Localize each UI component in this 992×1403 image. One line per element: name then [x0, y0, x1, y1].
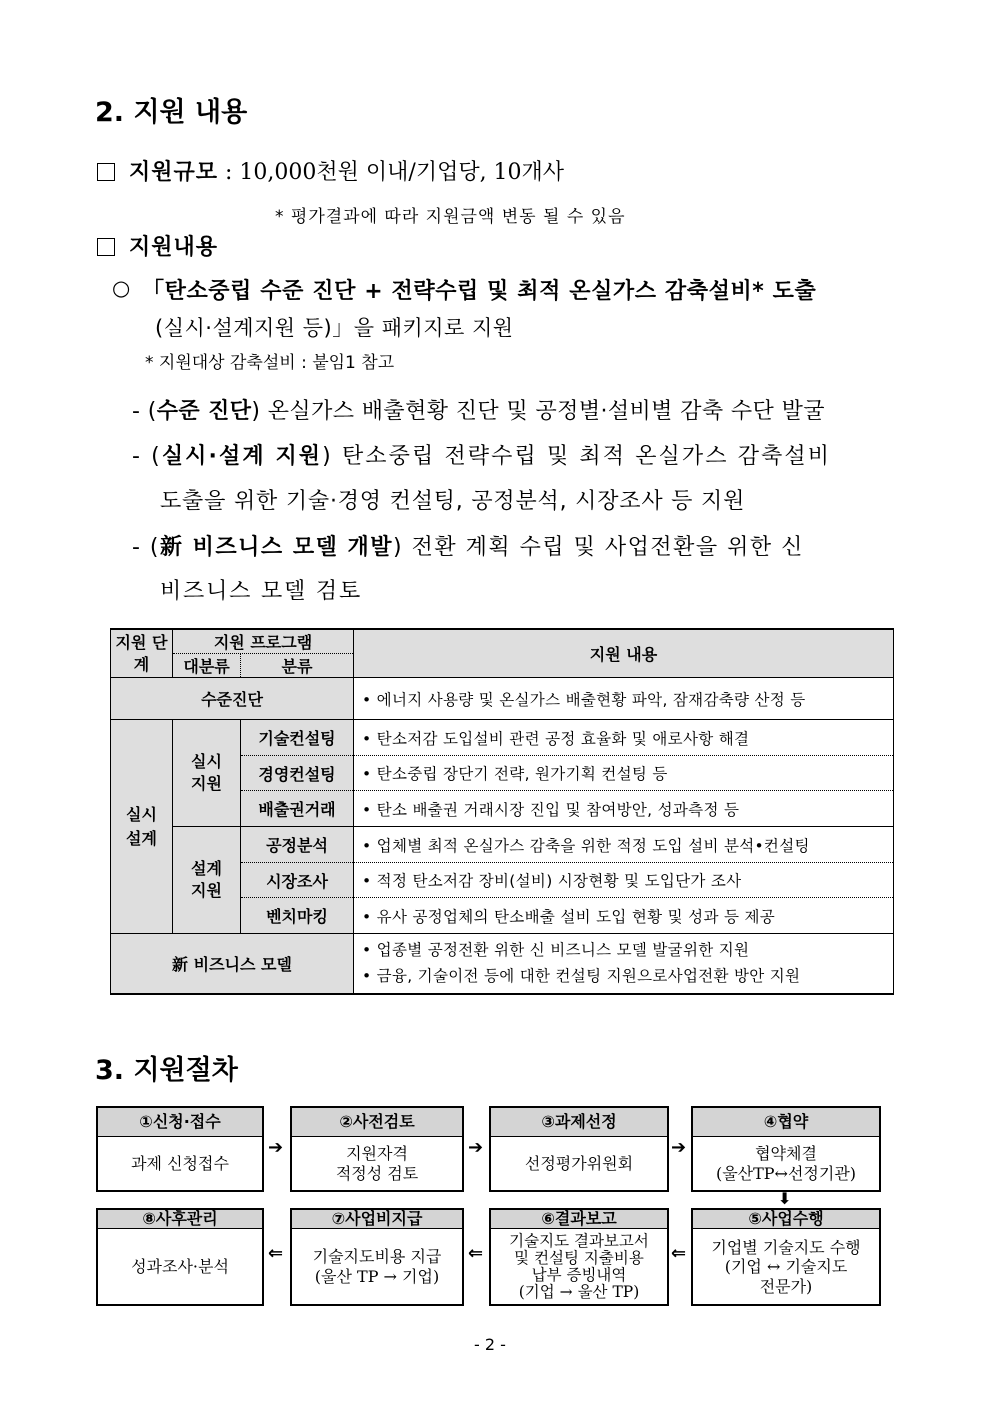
- step-6-box: [489, 1208, 669, 1306]
- arrow-left-icon: ⇐: [468, 1243, 484, 1264]
- row-content-diagnosis: • 에너지 사용량 및 온실가스 배출현황 파악, 잠재감축량 산정 등: [354, 678, 894, 720]
- support-scale-line: [97, 155, 564, 186]
- step-body: 기술지도 결과보고서 및 컨설팅 지출비용 납부 증빙내역 (기업 → 울산 TP): [509, 1231, 649, 1302]
- item-implementation-line2: 도출을 위한 기술·경영 컨설팅, 공정분석, 시장조사 등 지원: [160, 489, 746, 514]
- step-2-box: [290, 1106, 464, 1192]
- support-scale-label: 지원규모: [129, 160, 219, 185]
- step-title: ⑦사업비지급: [292, 1210, 462, 1229]
- table-row: [111, 827, 894, 863]
- step-body: 선정평가위원회: [524, 1154, 634, 1173]
- row-content: • 탄소 배출권 거래시장 진입 및 참여방안, 성과측정 등: [354, 791, 894, 827]
- support-scale-value: : 10,000천원 이내/기업당, 10개사: [225, 160, 565, 185]
- table-row: [111, 934, 894, 994]
- arrow-down-icon: ⬇: [778, 1189, 792, 1208]
- header-major: 대분류: [173, 654, 241, 678]
- bullet-main-text: 「탄소중립 수준 진단 + 전략수립 및 최적 온실가스 감축설비* 도출: [142, 279, 817, 304]
- step-1-box: [96, 1106, 264, 1192]
- row-name: 시장조사: [241, 863, 354, 898]
- step-5-box: [691, 1208, 881, 1306]
- item-diagnosis: - (수준 진단) 온실가스 배출현황 진단 및 공정별·설비별 감축 수단 발굴: [132, 399, 825, 424]
- header-content: 지원 내용: [354, 629, 894, 678]
- support-content-line: [97, 230, 218, 261]
- row-name: 경영컨설팅: [241, 756, 354, 791]
- step-3-box: [489, 1106, 669, 1192]
- step-body: 기업별 기술지도 수행 (기업 ↔ 기술지도 전문가): [711, 1238, 861, 1296]
- step-title: ⑤사업수행: [693, 1210, 879, 1229]
- checkbox-square-icon: [97, 238, 115, 256]
- support-content-label: 지원내용: [129, 235, 219, 260]
- step-body: 성과조사·분석: [131, 1257, 229, 1276]
- row-content-business-model: • 업종별 공정전환 위한 신 비즈니스 모델 발굴위한 지원 • 금융, 기술이전 등에 대한 컨설팅 지원으로사업전환 방안 지원: [354, 934, 894, 994]
- row-content: • 탄소중립 장단기 전략, 원가기획 컨설팅 등: [354, 756, 894, 791]
- arrow-right-icon: ➔: [468, 1137, 484, 1158]
- item-implementation: - (실시·설계 지원) 탄소중립 전략수립 및 최적 온실가스 감축설비: [132, 444, 832, 469]
- table-row: [111, 720, 894, 756]
- sub-label-design: 설계 지원: [173, 827, 241, 934]
- section-3-heading: 3. 지원절차: [95, 1055, 238, 1086]
- step-body: 과제 신청접수: [131, 1154, 229, 1173]
- step-body: 기술지도비용 지급 (울산 TP → 기업): [312, 1247, 442, 1286]
- header-minor: 분류: [241, 654, 354, 678]
- item-business-model: - (新 비즈니스 모델 개발) 전환 계획 수립 및 사업전환을 위한 신: [132, 535, 804, 560]
- table-header-row: [111, 629, 894, 654]
- arrow-right-icon: ➔: [268, 1137, 284, 1158]
- arrow-left-icon: ⇐: [268, 1243, 284, 1264]
- row-content: • 탄소저감 도입설비 관련 공정 효율화 및 애로사항 해결: [354, 720, 894, 756]
- support-scale-note: * 평가결과에 따라 지원금액 변동 될 수 있음: [275, 207, 626, 227]
- row-name: 공정분석: [241, 827, 354, 863]
- step-title: ③과제선정: [491, 1108, 667, 1137]
- step-title: ②사전검토: [292, 1108, 462, 1137]
- row-name: 기술컨설팅: [241, 720, 354, 756]
- sub-label-implementation: 실시 지원: [173, 720, 241, 827]
- row-name: 배출권거래: [241, 791, 354, 827]
- step-title: ①신청·접수: [98, 1108, 262, 1137]
- arrow-left-icon: ⇐: [671, 1243, 687, 1264]
- step-8-box: [96, 1208, 264, 1306]
- header-program: 지원 프로그램: [173, 629, 354, 654]
- page-number: - 2 -: [474, 1335, 506, 1354]
- checkbox-square-icon: [97, 163, 115, 181]
- bullet-note: * 지원대상 감축설비 : 붙임1 참고: [145, 353, 395, 373]
- step-body: 협약체결 (울산TP↔선정기관): [715, 1144, 857, 1183]
- arrow-right-icon: ➔: [671, 1137, 687, 1158]
- group-label-implementation-design: 실시 설계: [111, 720, 173, 934]
- circle-bullet-icon: ○: [112, 276, 131, 300]
- header-stage: 지원 단계: [111, 629, 173, 678]
- bullet-continuation: (실시·설계지원 등)」을 패키지로 지원: [155, 316, 514, 340]
- step-title: ④협약: [693, 1108, 879, 1137]
- section-2-heading: 2. 지원 내용: [95, 97, 248, 128]
- step-body: 지원자격 적정성 검토: [335, 1144, 419, 1183]
- item-business-model-line2: 비즈니스 모델 검토: [160, 579, 363, 604]
- row-label-business-model: 新 비즈니스 모델: [111, 934, 354, 994]
- support-program-table: [110, 628, 894, 995]
- row-content: • 업체별 최적 온실가스 감축을 위한 적정 도입 설비 분석•컨설팅: [354, 827, 894, 863]
- row-content: • 유사 공정업체의 탄소배출 설비 도입 현황 및 성과 등 제공: [354, 898, 894, 934]
- step-7-box: [290, 1208, 464, 1306]
- step-title: ⑧사후관리: [98, 1210, 262, 1229]
- table-row: [111, 678, 894, 720]
- row-label-diagnosis: 수준진단: [111, 678, 354, 720]
- row-name: 벤치마킹: [241, 898, 354, 934]
- step-4-box: [691, 1106, 881, 1192]
- row-content: • 적정 탄소저감 장비(설비) 시장현황 및 도입단가 조사: [354, 863, 894, 898]
- step-title: ⑥결과보고: [491, 1210, 667, 1229]
